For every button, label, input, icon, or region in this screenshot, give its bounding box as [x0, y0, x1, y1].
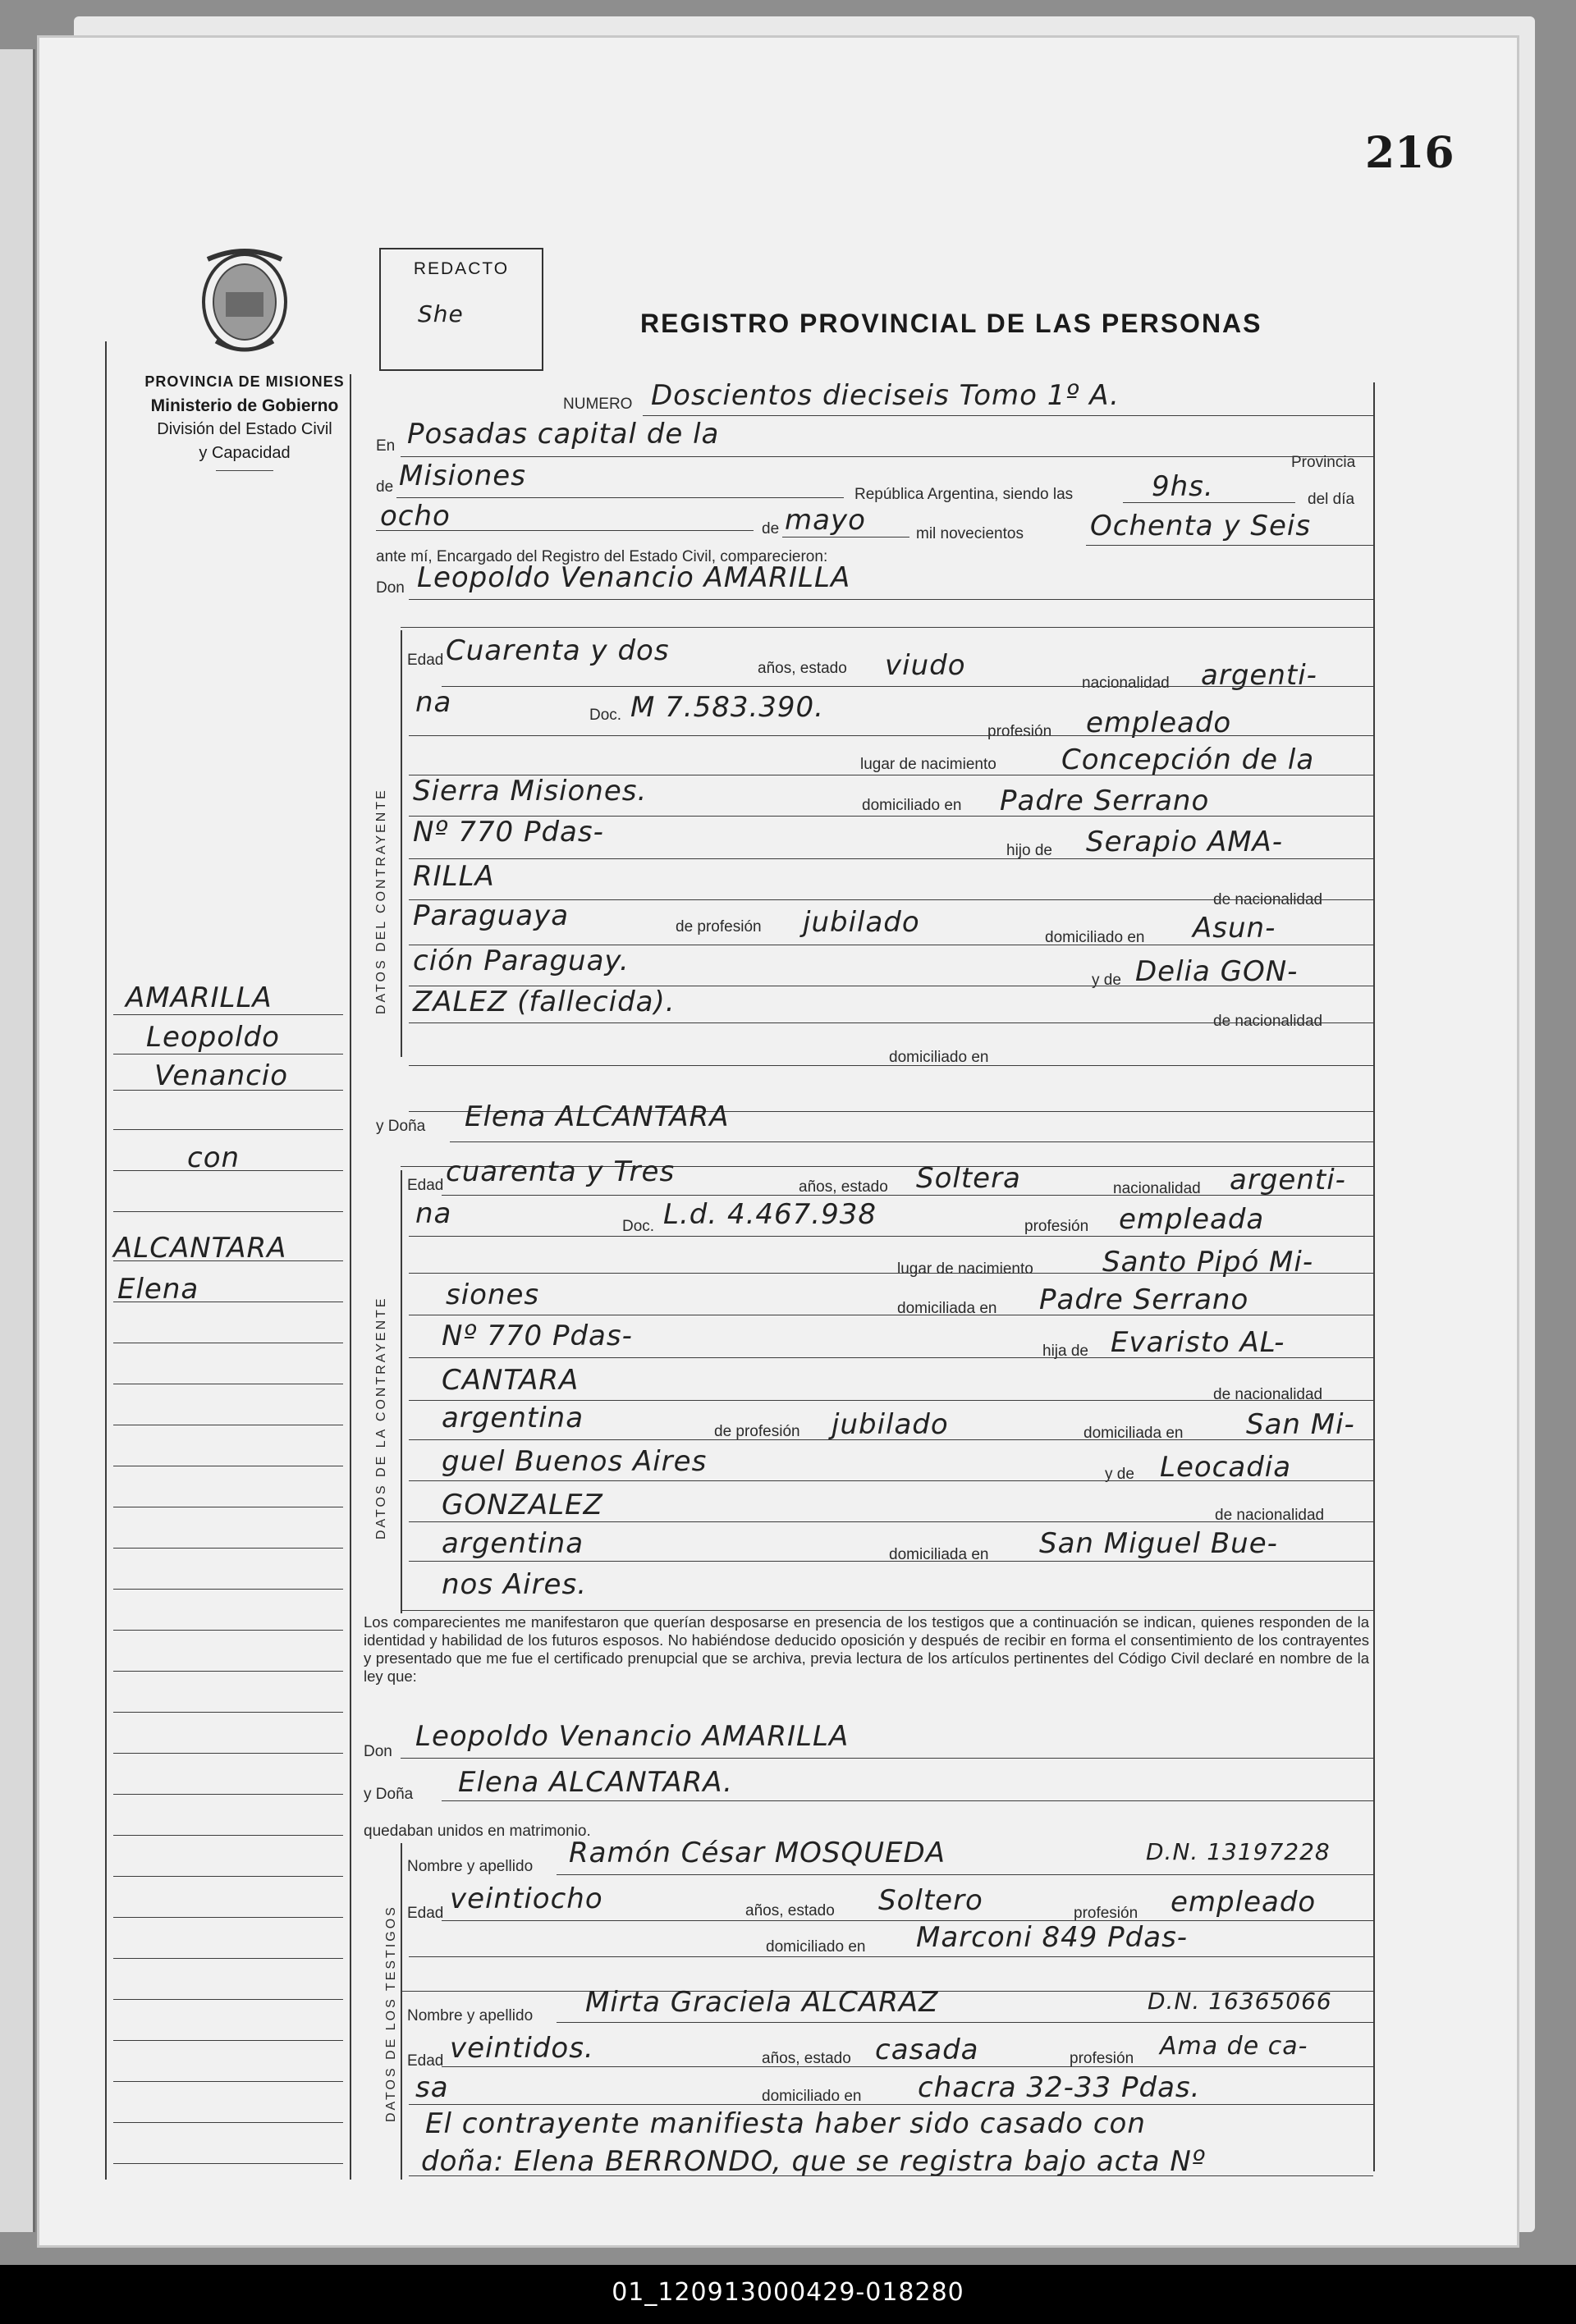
groom-domic-value-2: Nº 770 Pdas-: [413, 816, 604, 849]
t1-doc-value: D.N. 13197228: [1146, 1838, 1331, 1865]
bride-madre-nac-label: de nacionalidad: [1215, 1507, 1325, 1524]
groom-padre-value-2: RILLA: [413, 860, 495, 893]
annotation-line-1: El contrayente manifiesta haber sido casado con: [425, 2107, 1146, 2140]
del-dia-label: del día: [1308, 491, 1355, 508]
margin-column-rule: [350, 374, 351, 2180]
de-value: Misiones: [399, 460, 526, 492]
division-name: División del Estado Civil: [157, 420, 332, 438]
groom-edad-label: Edad: [407, 652, 444, 669]
page-number: 216: [1365, 128, 1455, 178]
bride-padre-domic-2: guel Buenos Aires: [442, 1445, 708, 1478]
t2-doc-value: D.N. 16365066: [1148, 1988, 1332, 2015]
margin-note-given: Leopoldo: [146, 1021, 280, 1054]
bride-padre-domic: San Mi-: [1246, 1408, 1355, 1441]
bride-padre-nac-label: de nacionalidad: [1213, 1386, 1323, 1403]
bride-edad-label: Edad: [407, 1177, 444, 1194]
section-label-groom: DATOS DEL CONTRAYENTE: [374, 788, 388, 1014]
don-label: Don: [376, 579, 405, 597]
bride-lugar-value: Santo Pipó Mi-: [1102, 1246, 1314, 1279]
groom-hijo-label: hijo de: [1006, 842, 1052, 859]
division-capacity: y Capacidad: [199, 444, 291, 462]
dia-value: ocho: [380, 500, 451, 533]
t2-anios-label: años, estado: [762, 2050, 851, 2067]
decl-don-label: Don: [364, 1743, 392, 1760]
groom-padre-nac: Paraguaya: [413, 899, 570, 932]
decl-dona-label: y Doña: [364, 1786, 414, 1803]
bride-anios-label: años, estado: [799, 1178, 888, 1196]
bride-dona-value: Elena ALCANTARA: [465, 1100, 730, 1133]
decl-quedaban: quedaban unidos en matrimonio.: [364, 1823, 591, 1840]
bride-profesion-label: profesión: [1024, 1218, 1089, 1235]
margin-note-given-2: Elena: [117, 1273, 199, 1306]
ante-text: ante mí, Encargado del Registro del Estado Civil, comparecieron:: [376, 548, 828, 565]
redacto-box: [379, 248, 543, 371]
groom-profesion-value: empleado: [1086, 707, 1232, 739]
groom-madre-value-2: ZALEZ (fallecida).: [413, 986, 676, 1018]
t1-edad-label: Edad: [407, 1905, 444, 1922]
left-margin-rule: [105, 341, 107, 2180]
t2-domic-value: chacra 32-33 Pdas.: [918, 2071, 1201, 2104]
bride-madre-value: Leocadia: [1160, 1451, 1292, 1484]
bride-edad-value: cuarenta y Tres: [446, 1155, 676, 1188]
bride-domic-value: Padre Serrano: [1039, 1283, 1249, 1316]
bride-padre-prof-label: de profesión: [714, 1423, 800, 1440]
section-label-bride: DATOS DE LA CONTRAYENTE: [374, 1296, 388, 1539]
numero-label: NUMERO: [563, 396, 633, 413]
annotation-line-2: doña: Elena BERRONDO, que se registra bajo acta Nº: [421, 2145, 1206, 2178]
bride-nac-value: argenti-: [1230, 1164, 1346, 1196]
groom-madre-value: Delia GON-: [1135, 955, 1299, 988]
coat-of-arms-icon: [191, 243, 298, 358]
redacto-initials: She: [418, 300, 464, 327]
bride-madre-domic-label: domiciliada en: [889, 1546, 989, 1563]
bride-domic-value-2: Nº 770 Pdas-: [442, 1320, 633, 1352]
decl-don-value: Leopoldo Venancio AMARILLA: [415, 1720, 850, 1753]
de-label: de: [376, 478, 394, 496]
bride-padre-domic-label: domiciliada en: [1084, 1425, 1184, 1442]
de-mes-label: de: [762, 520, 780, 538]
groom-nac-value-2: na: [415, 686, 452, 719]
provincia-label: Provincia: [1291, 454, 1356, 471]
republica-label: República Argentina, siendo las: [854, 486, 1074, 503]
t2-estado-value: casada: [875, 2034, 979, 2066]
bride-madre-label: y de: [1105, 1466, 1134, 1483]
bride-padre-nac: argentina: [442, 1402, 584, 1434]
margin-note-middle: Venancio: [154, 1059, 289, 1092]
groom-madre-domic-label: domiciliado en: [889, 1049, 989, 1066]
footer-code: 01_120913000429-018280: [612, 2278, 964, 2307]
bride-madre-domic-2: nos Aires.: [442, 1568, 587, 1601]
bride-madre-value-2: GONZALEZ: [442, 1489, 603, 1521]
bride-doc-value: L.d. 4.467.938: [663, 1198, 877, 1231]
bride-padre-value: Evaristo AL-: [1111, 1326, 1285, 1359]
register-title: REGISTRO PROVINCIAL DE LAS PERSONAS: [640, 309, 1262, 338]
t1-domic-label: domiciliado en: [766, 1938, 866, 1956]
bride-domic-label: domiciliada en: [897, 1300, 997, 1317]
groom-doc-label: Doc.: [589, 707, 622, 724]
t2-edad-label: Edad: [407, 2052, 444, 2070]
section-label-witnesses: DATOS DE LOS TESTIGOS: [384, 1905, 398, 2122]
t2-domic-label: domiciliado en: [762, 2088, 862, 2105]
margin-note-surname: AMARILLA: [126, 981, 273, 1014]
province-name: PROVINCIA DE MISIONES: [144, 373, 345, 390]
groom-madre-label: y de: [1092, 972, 1121, 989]
anio-value: Ochenta y Seis: [1090, 510, 1312, 542]
bride-padre-prof: jubilado: [832, 1408, 949, 1441]
groom-estado-value: viudo: [885, 649, 966, 682]
groom-padre-nac-label: de nacionalidad: [1213, 891, 1323, 908]
groom-anios-label: años, estado: [758, 660, 847, 677]
groom-lugar-value-2: Sierra Misiones.: [413, 775, 648, 807]
bride-madre-domic: San Miguel Bue-: [1039, 1527, 1278, 1560]
en-value: Posadas capital de la: [407, 418, 720, 451]
t1-estado-value: Soltero: [878, 1884, 983, 1917]
t2-profesion-value: Ama de ca-: [1160, 2032, 1308, 2061]
t1-nombre-value: Ramón César MOSQUEDA: [569, 1837, 946, 1869]
t2-edad-value: veintidos.: [450, 2032, 594, 2065]
t1-profesion-value: empleado: [1171, 1886, 1317, 1919]
t2-nombre-label: Nombre y apellido: [407, 2007, 534, 2024]
t1-domic-value: Marconi 849 Pdas-: [916, 1921, 1189, 1954]
binder-edge: [0, 49, 35, 2232]
groom-nac-label: nacionalidad: [1082, 675, 1170, 692]
ministry-name: Ministerio de Gobierno: [150, 396, 339, 415]
t2-nombre-value: Mirta Graciela ALCARAZ: [585, 1986, 939, 2019]
ministry-block: [121, 370, 368, 471]
margin-note-surname-2: ALCANTARA: [113, 1232, 287, 1265]
groom-profesion-label: profesión: [987, 723, 1052, 740]
scan-footer: [0, 2265, 1576, 2324]
bride-madre-nac: argentina: [442, 1527, 584, 1560]
groom-madre-nac-label: de nacionalidad: [1213, 1013, 1323, 1030]
margin-note-con: con: [187, 1141, 241, 1174]
groom-nac-value: argenti-: [1201, 659, 1317, 692]
bride-nac-label: nacionalidad: [1113, 1180, 1201, 1197]
groom-padre-domic-label: domiciliado en: [1045, 929, 1145, 946]
bride-hija-label: hija de: [1042, 1343, 1088, 1360]
groom-padre-domic-2: ción Paraguay.: [413, 945, 630, 977]
groom-lugar-label: lugar de nacimiento: [860, 756, 996, 773]
bride-dona-label: y Doña: [376, 1118, 426, 1135]
bride-doc-label: Doc.: [622, 1218, 655, 1235]
groom-padre-prof-label: de profesión: [676, 918, 762, 936]
numero-value: Doscientos dieciseis Tomo 1º A.: [651, 379, 1120, 412]
decl-dona-value: Elena ALCANTARA.: [458, 1766, 733, 1799]
don-value: Leopoldo Venancio AMARILLA: [417, 561, 851, 594]
groom-domic-label: domiciliado en: [862, 797, 962, 814]
t1-nombre-label: Nombre y apellido: [407, 1858, 534, 1875]
groom-lugar-value: Concepción de la: [1061, 743, 1315, 776]
bride-padre-value-2: CANTARA: [442, 1364, 580, 1397]
right-frame-rule: [1373, 382, 1375, 2171]
t2-profesion-label: profesión: [1070, 2050, 1134, 2067]
groom-padre-prof: jubilado: [803, 906, 920, 939]
mil-label: mil novecientos: [916, 525, 1024, 542]
groom-padre-domic: Asun-: [1193, 912, 1276, 945]
t1-anios-label: años, estado: [745, 1902, 835, 1919]
groom-domic-value: Padre Serrano: [1000, 785, 1210, 817]
t1-edad-value: veintiocho: [450, 1883, 603, 1915]
en-label: En: [376, 437, 396, 455]
redacto-label: REDACTO: [413, 259, 510, 278]
mes-value: mayo: [785, 504, 866, 537]
t2-profesion-value-2: sa: [415, 2071, 449, 2104]
groom-edad-value: Cuarenta y dos: [446, 634, 670, 667]
document-page: [39, 38, 1517, 2245]
bride-lugar-value-2: siones: [446, 1279, 540, 1311]
bride-lugar-label: lugar de nacimiento: [897, 1260, 1033, 1278]
bride-nac-value-2: na: [415, 1197, 452, 1230]
declaration-paragraph: Los comparecientes me manifestaron que querían desposarse en presencia de los testigos que a continuación se indican, quienes responden de la identidad y habilidad de los futuros esposos. No habiéndose deducido oposición y después de recibir en forma el consentimiento de los contrayentes y presentado que me fue el certificado prenupcial que se archiva, previa lectura de los artículos pertinentes del Código Civil declaré en nombre de la ley que:: [364, 1613, 1369, 1685]
bride-estado-value: Soltera: [916, 1162, 1021, 1195]
groom-padre-value: Serapio AMA-: [1086, 826, 1284, 858]
groom-doc-value: M 7.583.390.: [630, 691, 824, 724]
hora-value: 9hs.: [1152, 470, 1214, 503]
bride-profesion-value: empleada: [1119, 1203, 1265, 1236]
t1-profesion-label: profesión: [1074, 1905, 1138, 1922]
